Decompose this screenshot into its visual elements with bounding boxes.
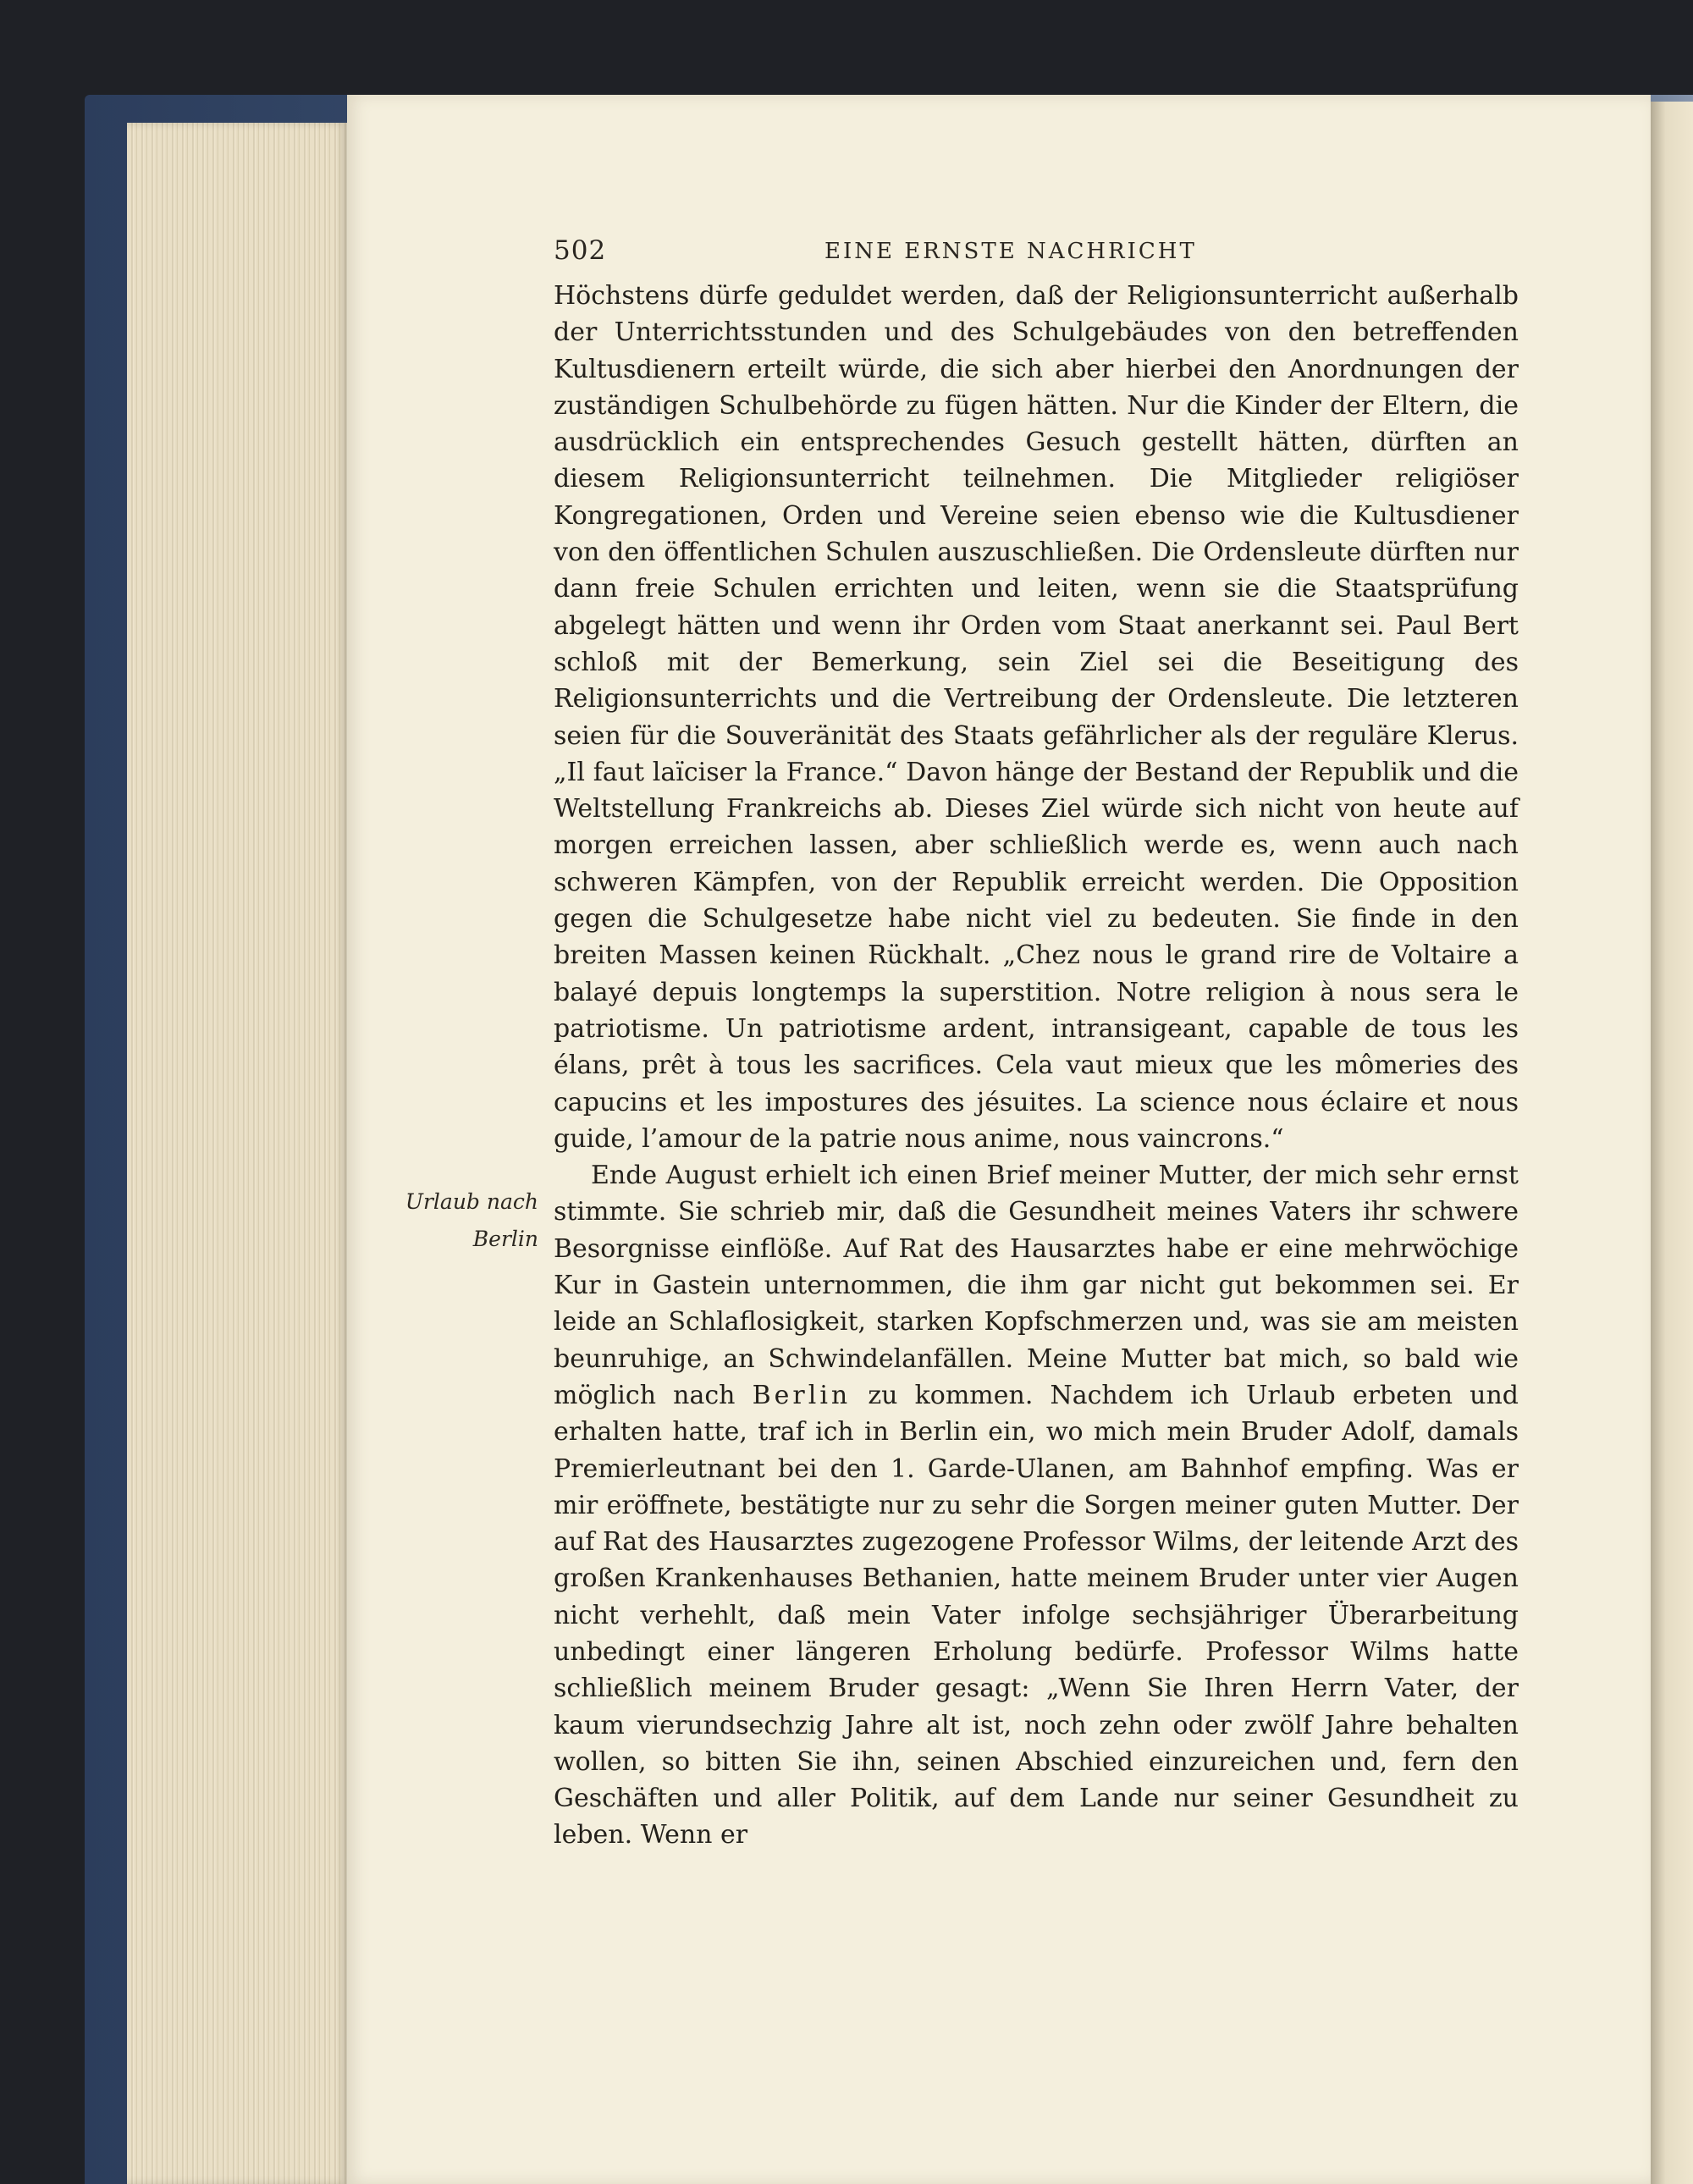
body-text — [554, 278, 1519, 1854]
running-head — [554, 235, 1532, 276]
page-number: 502 — [554, 235, 607, 266]
margin-note-line-1: Urlaub nach — [405, 1189, 538, 1214]
paragraph-1: Höchstens dürfe geduldet werden, daß der Religionsunterricht außerhalb der Unterrichtsstunden und des Schulgebäudes von den betreffenden Kultusdienern erteilt würde, die sich aber hierbei den Anordnungen der zuständigen Schulbehörde zu fügen hätten. Nur die Kinder der Eltern, die ausdrücklich ein entsprechendes Gesuch gestellt hätten, dürften an diesem Religionsunterricht teilnehmen. Die Mitglieder religiöser Kongregationen, Orden und Vereine seien ebenso wie die Kultusdiener von den öffentlichen Schulen auszuschließen. Die Ordensleute dürften nur dann freie Schulen errichten und leiten, wenn sie die Staatsprüfung abgelegt hätten und wenn ihr Orden vom Staat anerkannt sei. Paul Bert schloß mit der Bemerkung, sein Ziel sei die Beseitigung des Religionsunterrichts und die Vertreibung der Ordensleute. Die letzteren seien für die Souveränität des Staats gefährlicher als der reguläre Klerus. „Il faut laïciser la France.“ Davon hänge der Bestand der Republik und die Weltstellung Frankreichs ab. Dieses Ziel würde sich nicht von heute auf morgen erreichen lassen, aber schließlich werde es, wenn auch nach schweren Kämpfen, von der Republik erreicht werden. Die Opposition gegen die Schulgesetze habe nicht viel zu bedeuten. Sie finde in den breiten Massen keinen Rückhalt. „Chez nous le grand rire de Voltaire a balayé depuis longtemps la superstition. Notre religion à nous sera le patriotisme. Un patriotisme ardent, intransigeant, capable de tous les élans, prêt à tous les sacrifices. Cela vaut mieux que les mômeries des capucins et les impostures des jésuites. La science nous éclaire et nous guide, l’amour de la patrie nous anime, nous vaincrons.“ — [554, 281, 1519, 1154]
margin-note — [372, 1183, 538, 1258]
paragraph-2 — [554, 1157, 1519, 1854]
facing-page-edge — [1651, 102, 1693, 2184]
paragraph-2-part-1: Ende August erhielt ich einen Brief meiner Mutter, der mich sehr ernst stimmte. Sie schrieb mir, daß die Gesundheit meines Vaters ihr schwere Besorgnisse einflöße. Auf Rat des Hausarztes habe er eine mehrwöchige Kur in Gastein unternommen, die ihm gar nicht gut bekommen sei. Er leide an Schlaflosigkeit, starken Kopfschmerzen und, was sie am meisten beunruhige, an Schwindelanfällen. Meine Mutter bat mich, so bald wie möglich nach — [554, 1161, 1519, 1410]
running-title: EINE ERNSTE NACHRICHT — [824, 239, 1197, 264]
page-stack-edges — [127, 123, 347, 2184]
spaced-word-berlin: Berlin — [752, 1380, 852, 1410]
margin-note-line-2: Berlin — [472, 1227, 538, 1251]
paragraph-2-part-2: zu kommen. Nachdem ich Urlaub erbeten und erhalten hatte, traf ich in Berlin ein, wo mich mein Bruder Adolf, damals Premierleutnant bei den 1. Garde-Ulanen, am Bahnhof empfing. Was er mir eröffnete, bestätigte nur zu sehr die Sorgen meiner guten Mutter. Der auf Rat des Hausarztes zugezogene Professor Wilms, der leitende Arzt des großen Krankenhauses Bethanien, hatte meinem Bruder unter vier Augen nicht verhehlt, daß mein Vater infolge sechsjähriger Überarbeitung unbedingt einer längeren Erholung bedürfe. Professor Wilms hatte schließlich meinem Bruder gesagt: „Wenn Sie Ihren Herrn Vater, der kaum vierundsechzig Jahre alt ist, noch zehn oder zwölf Jahre behalten wollen, so bitten Sie ihn, seinen Abschied einzureichen und, fern den Geschäften und aller Politik, auf dem Lande nur seiner Gesundheit zu leben. Wenn er — [554, 1380, 1519, 1850]
